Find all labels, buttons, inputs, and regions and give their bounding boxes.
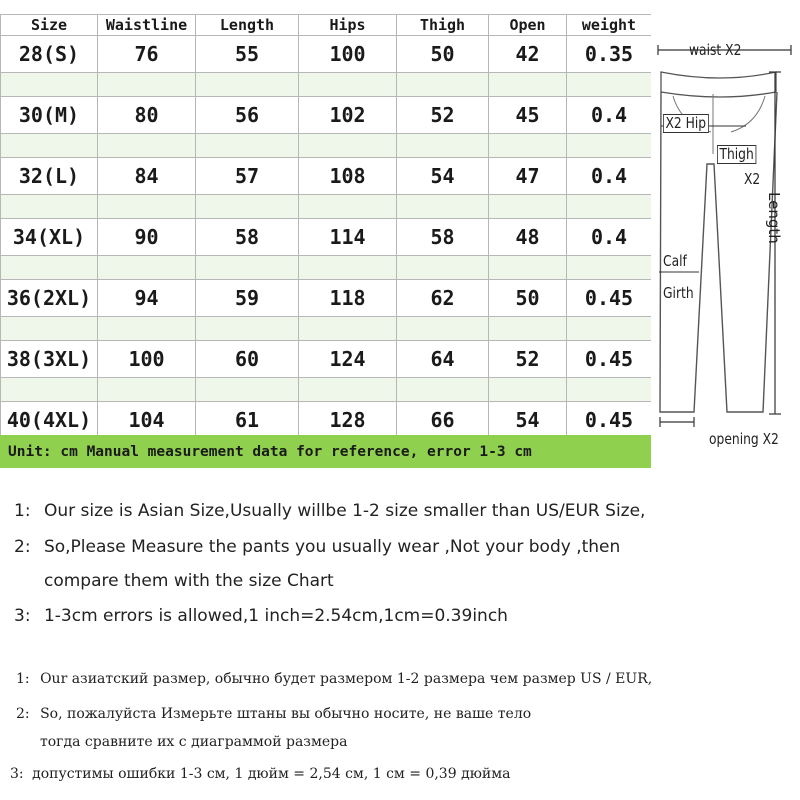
cell-weight: 0.4 <box>567 219 652 256</box>
note-en-3-number: 3: <box>14 606 31 626</box>
cell-length: 56 <box>196 97 299 134</box>
spacer-cell <box>98 378 196 402</box>
table-row <box>1 402 652 439</box>
spacer-cell <box>196 73 299 97</box>
spacer-cell <box>1 317 98 341</box>
cell-length: 60 <box>196 341 299 378</box>
cell-waistline: 76 <box>98 36 196 73</box>
spacer-cell <box>299 134 397 158</box>
cell-hips: 118 <box>299 280 397 317</box>
spacer-cell <box>489 317 567 341</box>
cell-hips: 108 <box>299 158 397 195</box>
unit-note-text: Unit: cm Manual measurement data for reference, error 1-3 cm <box>8 443 532 460</box>
table-spacer-row <box>1 378 652 402</box>
spacer-cell <box>196 378 299 402</box>
hip-label: X2 Hip <box>663 114 709 133</box>
spacer-cell <box>299 256 397 280</box>
spacer-cell <box>98 73 196 97</box>
header-length: Length <box>196 15 299 36</box>
spacer-cell <box>567 134 652 158</box>
thigh-x2-label: X2 <box>744 170 761 188</box>
spacer-cell <box>397 195 489 219</box>
cell-size: 38(3XL) <box>1 341 98 378</box>
table-row <box>1 36 652 73</box>
cell-size: 32(L) <box>1 158 98 195</box>
spacer-cell <box>567 378 652 402</box>
note-en-2-continued <box>44 571 334 591</box>
cell-weight: 0.4 <box>567 158 652 195</box>
table-row <box>1 219 652 256</box>
cell-size: 28(S) <box>1 36 98 73</box>
table-row <box>1 158 652 195</box>
cell-waistline: 80 <box>98 97 196 134</box>
unit-note-bar <box>0 435 651 468</box>
cell-weight: 0.45 <box>567 402 652 439</box>
cell-waistline: 84 <box>98 158 196 195</box>
spacer-cell <box>489 195 567 219</box>
note-ru-3-number: 3: <box>10 766 24 782</box>
header-hips: Hips <box>299 15 397 36</box>
table-row <box>1 280 652 317</box>
header-waistline: Waistline <box>98 15 196 36</box>
spacer-cell <box>196 317 299 341</box>
cell-size: 36(2XL) <box>1 280 98 317</box>
spacer-cell <box>299 378 397 402</box>
note-en-1 <box>14 501 645 521</box>
spacer-cell <box>489 134 567 158</box>
header-size: Size <box>1 15 98 36</box>
spacer-cell <box>397 317 489 341</box>
note-en-1-number: 1: <box>14 501 31 521</box>
cell-size: 34(XL) <box>1 219 98 256</box>
table-spacer-row <box>1 73 652 97</box>
spacer-cell <box>567 195 652 219</box>
spacer-cell <box>1 73 98 97</box>
spacer-cell <box>567 256 652 280</box>
note-en-1-text: Our size is Asian Size,Usually willbe 1-2 size smaller than US/EUR Size, <box>43 501 646 521</box>
note-ru-2-number: 2: <box>16 706 30 722</box>
table-spacer-row <box>1 195 652 219</box>
header-thigh: Thigh <box>397 15 489 36</box>
cell-hips: 128 <box>299 402 397 439</box>
cell-length: 55 <box>196 36 299 73</box>
spacer-cell <box>1 195 98 219</box>
spacer-cell <box>397 256 489 280</box>
cell-weight: 0.35 <box>567 36 652 73</box>
note-en-2 <box>14 537 620 557</box>
cell-weight: 0.45 <box>567 341 652 378</box>
note-ru-1-text: Our азиатский размер, обычно будет размером 1-2 размера чем размер US / EUR, <box>40 671 653 687</box>
cell-size: 40(4XL) <box>1 402 98 439</box>
cell-length: 57 <box>196 158 299 195</box>
header-weight: weight <box>567 15 652 36</box>
cell-open: 42 <box>489 36 567 73</box>
note-en-2-text: So,Please Measure the pants you usually wear ,Not your body ,then <box>43 537 621 557</box>
cell-size: 30(M) <box>1 97 98 134</box>
size-chart-table <box>0 14 652 439</box>
spacer-cell <box>299 317 397 341</box>
opening-label: opening X2 <box>709 430 779 448</box>
note-en-2-number: 2: <box>14 537 31 557</box>
cell-length: 61 <box>196 402 299 439</box>
cell-waistline: 104 <box>98 402 196 439</box>
spacer-cell <box>98 195 196 219</box>
note-en-2-continued-text: compare them with the size Chart <box>44 571 334 591</box>
table-spacer-row <box>1 317 652 341</box>
cell-length: 58 <box>196 219 299 256</box>
cell-waistline: 100 <box>98 341 196 378</box>
cell-thigh: 52 <box>397 97 489 134</box>
length-label: Length <box>765 192 783 244</box>
cell-weight: 0.45 <box>567 280 652 317</box>
spacer-cell <box>567 317 652 341</box>
cell-waistline: 90 <box>98 219 196 256</box>
cell-hips: 114 <box>299 219 397 256</box>
waist-label: waist X2 <box>689 41 742 59</box>
cell-thigh: 62 <box>397 280 489 317</box>
spacer-cell <box>98 134 196 158</box>
spacer-cell <box>489 73 567 97</box>
pants-measurement-diagram <box>651 14 800 468</box>
cell-waistline: 94 <box>98 280 196 317</box>
cell-weight: 0.4 <box>567 97 652 134</box>
note-ru-1 <box>16 671 652 687</box>
note-en-3 <box>14 606 508 626</box>
spacer-cell <box>489 256 567 280</box>
cell-hips: 100 <box>299 36 397 73</box>
cell-thigh: 50 <box>397 36 489 73</box>
note-ru-1-number: 1: <box>16 671 30 687</box>
calf-label: Calf <box>663 252 687 270</box>
spacer-cell <box>196 195 299 219</box>
note-en-3-text: 1-3cm errors is allowed,1 inch=2.54cm,1cm=0.39inch <box>43 606 508 626</box>
cell-open: 47 <box>489 158 567 195</box>
girth-label: Girth <box>663 284 694 302</box>
spacer-cell <box>98 256 196 280</box>
thigh-label: Thigh <box>717 145 756 164</box>
note-ru-2-continued-text: тогда сравните их с диаграммой размера <box>40 734 348 750</box>
spacer-cell <box>299 195 397 219</box>
spacer-cell <box>397 73 489 97</box>
spacer-cell <box>1 134 98 158</box>
cell-thigh: 54 <box>397 158 489 195</box>
cell-open: 50 <box>489 280 567 317</box>
header-open: Open <box>489 15 567 36</box>
cell-open: 52 <box>489 341 567 378</box>
note-ru-2-continued <box>40 734 347 750</box>
cell-length: 59 <box>196 280 299 317</box>
spacer-cell <box>397 378 489 402</box>
note-ru-2-text: So, пожалуйста Измерьте штаны вы обычно носите, не ваше тело <box>40 706 532 722</box>
spacer-cell <box>1 378 98 402</box>
cell-open: 45 <box>489 97 567 134</box>
cell-open: 48 <box>489 219 567 256</box>
cell-thigh: 58 <box>397 219 489 256</box>
spacer-cell <box>397 134 489 158</box>
spacer-cell <box>196 256 299 280</box>
table-spacer-row <box>1 256 652 280</box>
spacer-cell <box>567 73 652 97</box>
note-ru-3 <box>10 766 510 782</box>
table-header-row <box>1 15 652 36</box>
note-ru-3-text: допустимы ошибки 1-3 см, 1 дюйм = 2,54 см, 1 см = 0,39 дюйма <box>32 766 511 782</box>
table-row <box>1 97 652 134</box>
cell-open: 54 <box>489 402 567 439</box>
table-row <box>1 341 652 378</box>
note-ru-2 <box>16 706 531 722</box>
spacer-cell <box>98 317 196 341</box>
cell-hips: 124 <box>299 341 397 378</box>
table-spacer-row <box>1 134 652 158</box>
spacer-cell <box>196 134 299 158</box>
spacer-cell <box>489 378 567 402</box>
cell-thigh: 64 <box>397 341 489 378</box>
spacer-cell <box>299 73 397 97</box>
spacer-cell <box>1 256 98 280</box>
cell-thigh: 66 <box>397 402 489 439</box>
cell-hips: 102 <box>299 97 397 134</box>
